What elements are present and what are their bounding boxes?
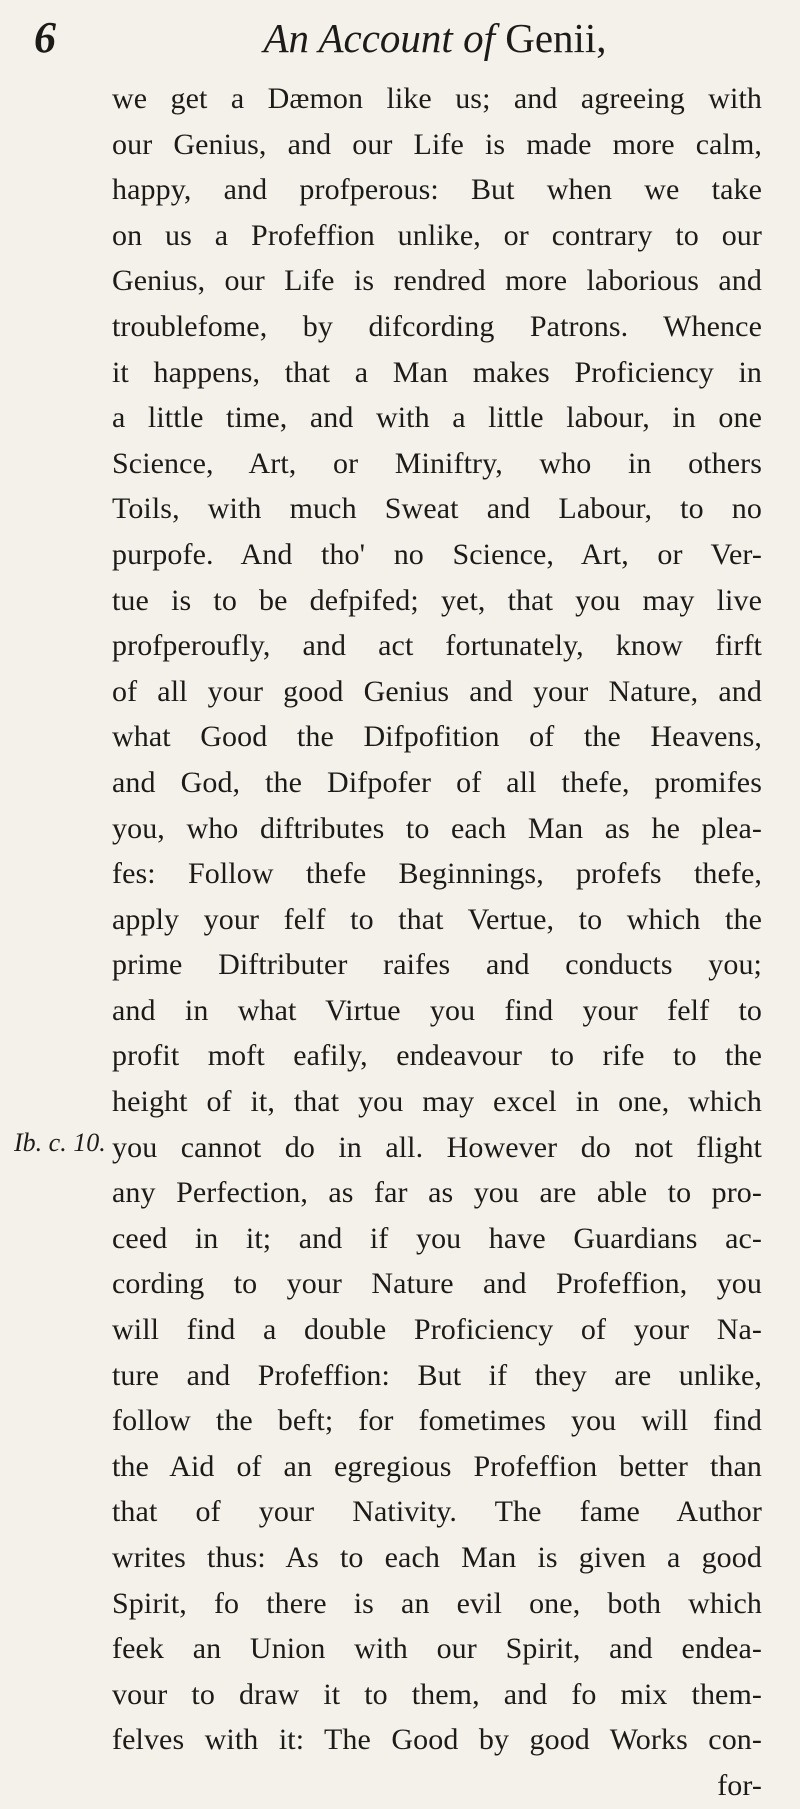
text-line: troublefome, by difcording Patrons. Whence [112, 309, 762, 343]
text-line: our Genius, and our Life is made more calm, [112, 127, 762, 161]
text-line: Science, Art, or Miniftry, who in others [112, 446, 762, 480]
text-line: Toils, with much Sweat and Labour, to no [112, 492, 762, 526]
text-line: on us a Profeffion unlike, or contrary to our [112, 218, 762, 252]
text-line: feek an Union with our Spirit, and endea- [112, 1632, 762, 1666]
text-line: profit moft eafily, endeavour to rife to the [112, 1039, 762, 1073]
text-line: and in what Virtue you find your felf to [112, 993, 762, 1027]
text-line: felves with it: The Good by good Works con- [112, 1723, 762, 1757]
text-line: vour to draw it to them, and fo mix them- [112, 1677, 762, 1711]
text-line: follow the beft; for fometimes you will find [112, 1404, 762, 1438]
running-head-roman: Genii, [505, 15, 607, 61]
text-line: you cannot do in all. However do not flight [112, 1130, 762, 1164]
text-line: purpofe. And tho' no Science, Art, or Ver- [112, 537, 762, 571]
text-line: a little time, and with a little labour, in one [112, 401, 762, 435]
text-line: any Perfection, as far as you are able to pro- [112, 1176, 762, 1210]
page-header [0, 10, 800, 70]
text-line: profperoufly, and act fortunately, know firft [112, 629, 762, 663]
text-line: ceed in it; and if you have Guardians ac- [112, 1221, 762, 1255]
text-line: happy, and profperous: But when we take [112, 173, 762, 207]
text-line: what Good the Difpofition of the Heavens, [112, 720, 762, 754]
text-line: we get a Dæmon like us; and agreeing with [112, 82, 762, 115]
text-line: for- [717, 1768, 762, 1802]
text-line: of all your good Genius and your Nature, and [112, 674, 762, 708]
text-line: that of your Nativity. The fame Author [112, 1495, 762, 1529]
page-number: 6 [34, 13, 56, 62]
text-line: writes thus: As to each Man is given a good [112, 1541, 762, 1574]
text-line: you, who diftributes to each Man as he plea- [112, 811, 762, 845]
running-head-italic: An Account of [263, 15, 495, 61]
text-line: the Aid of an egregious Profeffion better than [112, 1449, 762, 1483]
text-line: cording to your Nature and Profeffion, you [112, 1267, 762, 1301]
margin-note: Ib. c. 10. [14, 1128, 106, 1157]
text-line: ture and Profeffion: But if they are unlike, [112, 1358, 762, 1392]
text-line: tue is to be defpifed; yet, that you may live [112, 583, 762, 617]
text-line: and God, the Difpofer of all thefe, promifes [112, 765, 762, 799]
text-line: prime Diftributer raifes and conducts you; [112, 948, 762, 982]
text-line: will find a double Proficiency of your Na- [112, 1313, 762, 1347]
text-line: Spirit, fo there is an evil one, both which [112, 1586, 762, 1620]
text-line: apply your felf to that Vertue, to which the [112, 902, 762, 936]
running-head [200, 14, 670, 62]
text-line: it happens, that a Man makes Proficiency in [112, 355, 762, 389]
text-line: Genius, our Life is rendred more laborious and [112, 264, 762, 298]
text-line: height of it, that you may excel in one, which [112, 1085, 762, 1119]
text-line: fes: Follow thefe Beginnings, profefs thefe, [112, 857, 762, 891]
body-text [112, 76, 762, 1809]
